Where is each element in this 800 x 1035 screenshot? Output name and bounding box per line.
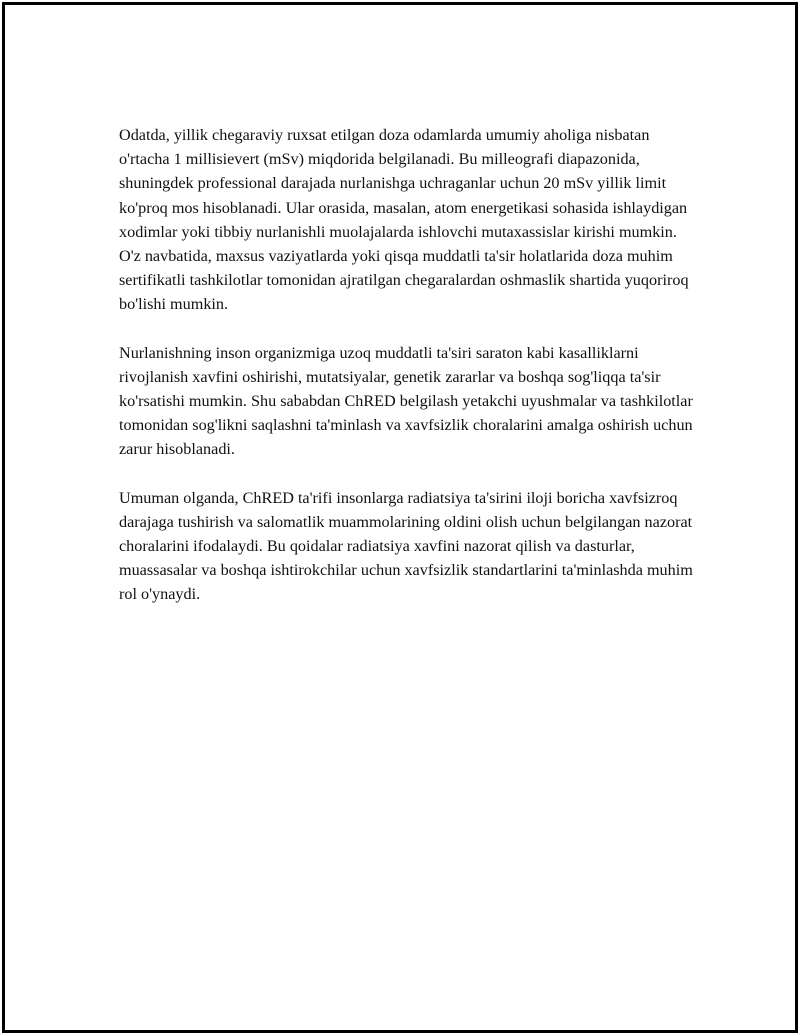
document-body (119, 123, 694, 631)
document-page (2, 2, 798, 1033)
paragraph-conclusion: Umuman olganda, ChRED ta'rifi insonlarga radiatsiya ta'sirini iloji boricha xavfsizroq darajaga tushirish va salomatlik muammolarining oldini olish uchun belgilangan nazorat choralarini ifodalaydi. Bu qoidalar radiatsiya xavfini nazorat qilish va dasturlar, muassasalar va boshqa ishtirokchilar uchun xavfsizlik standartlarini ta'minlashda muhim rol o'ynaydi. (119, 488, 693, 604)
paragraph-dose-limits: Odatda, yillik chegaraviy ruxsat etilgan doza odamlarda umumiy aholiga nisbatan o'rtacha 1 millisievert (mSv) miqdorida belgilanadi. Bu milleografi diapazonida, shuningdek professional darajada nurlanishga uchraganlar uchun 20 mSv yillik limit ko'proq mos hisoblanadi. Ular orasida, masalan, atom energetikasi sohasida ishlaydigan xodimlar yoki tibbiy nurlanishli muolajalarda ishlovchi mutaxassislar kirishi mumkin. O'z navbatida, maxsus vaziyatlarda yoki qisqa muddatli ta'sir holatlarida doza muhim sertifikatli tashkilotlar tomonidan ajratilgan chegaralardan oshmaslik shartida yuqoriroq bo'lishi mumkin. (119, 126, 689, 314)
paragraph-health-effects: Nurlanishning inson organizmiga uzoq muddatli ta'siri saraton kabi kasalliklarni rivojlanish xavfini oshirishi, mutatsiyalar, genetik zararlar va boshqa sog'liqqa ta'sir ko'rsatishi mumkin. Shu sababdan ChRED belgilash yetakchi uyushmalar va tashkilotlar tomonidan sog'likni saqlashni ta'minlash va xavfsizlik choralarini amalga oshirish uchun zarur hisoblanadi. (119, 343, 693, 459)
